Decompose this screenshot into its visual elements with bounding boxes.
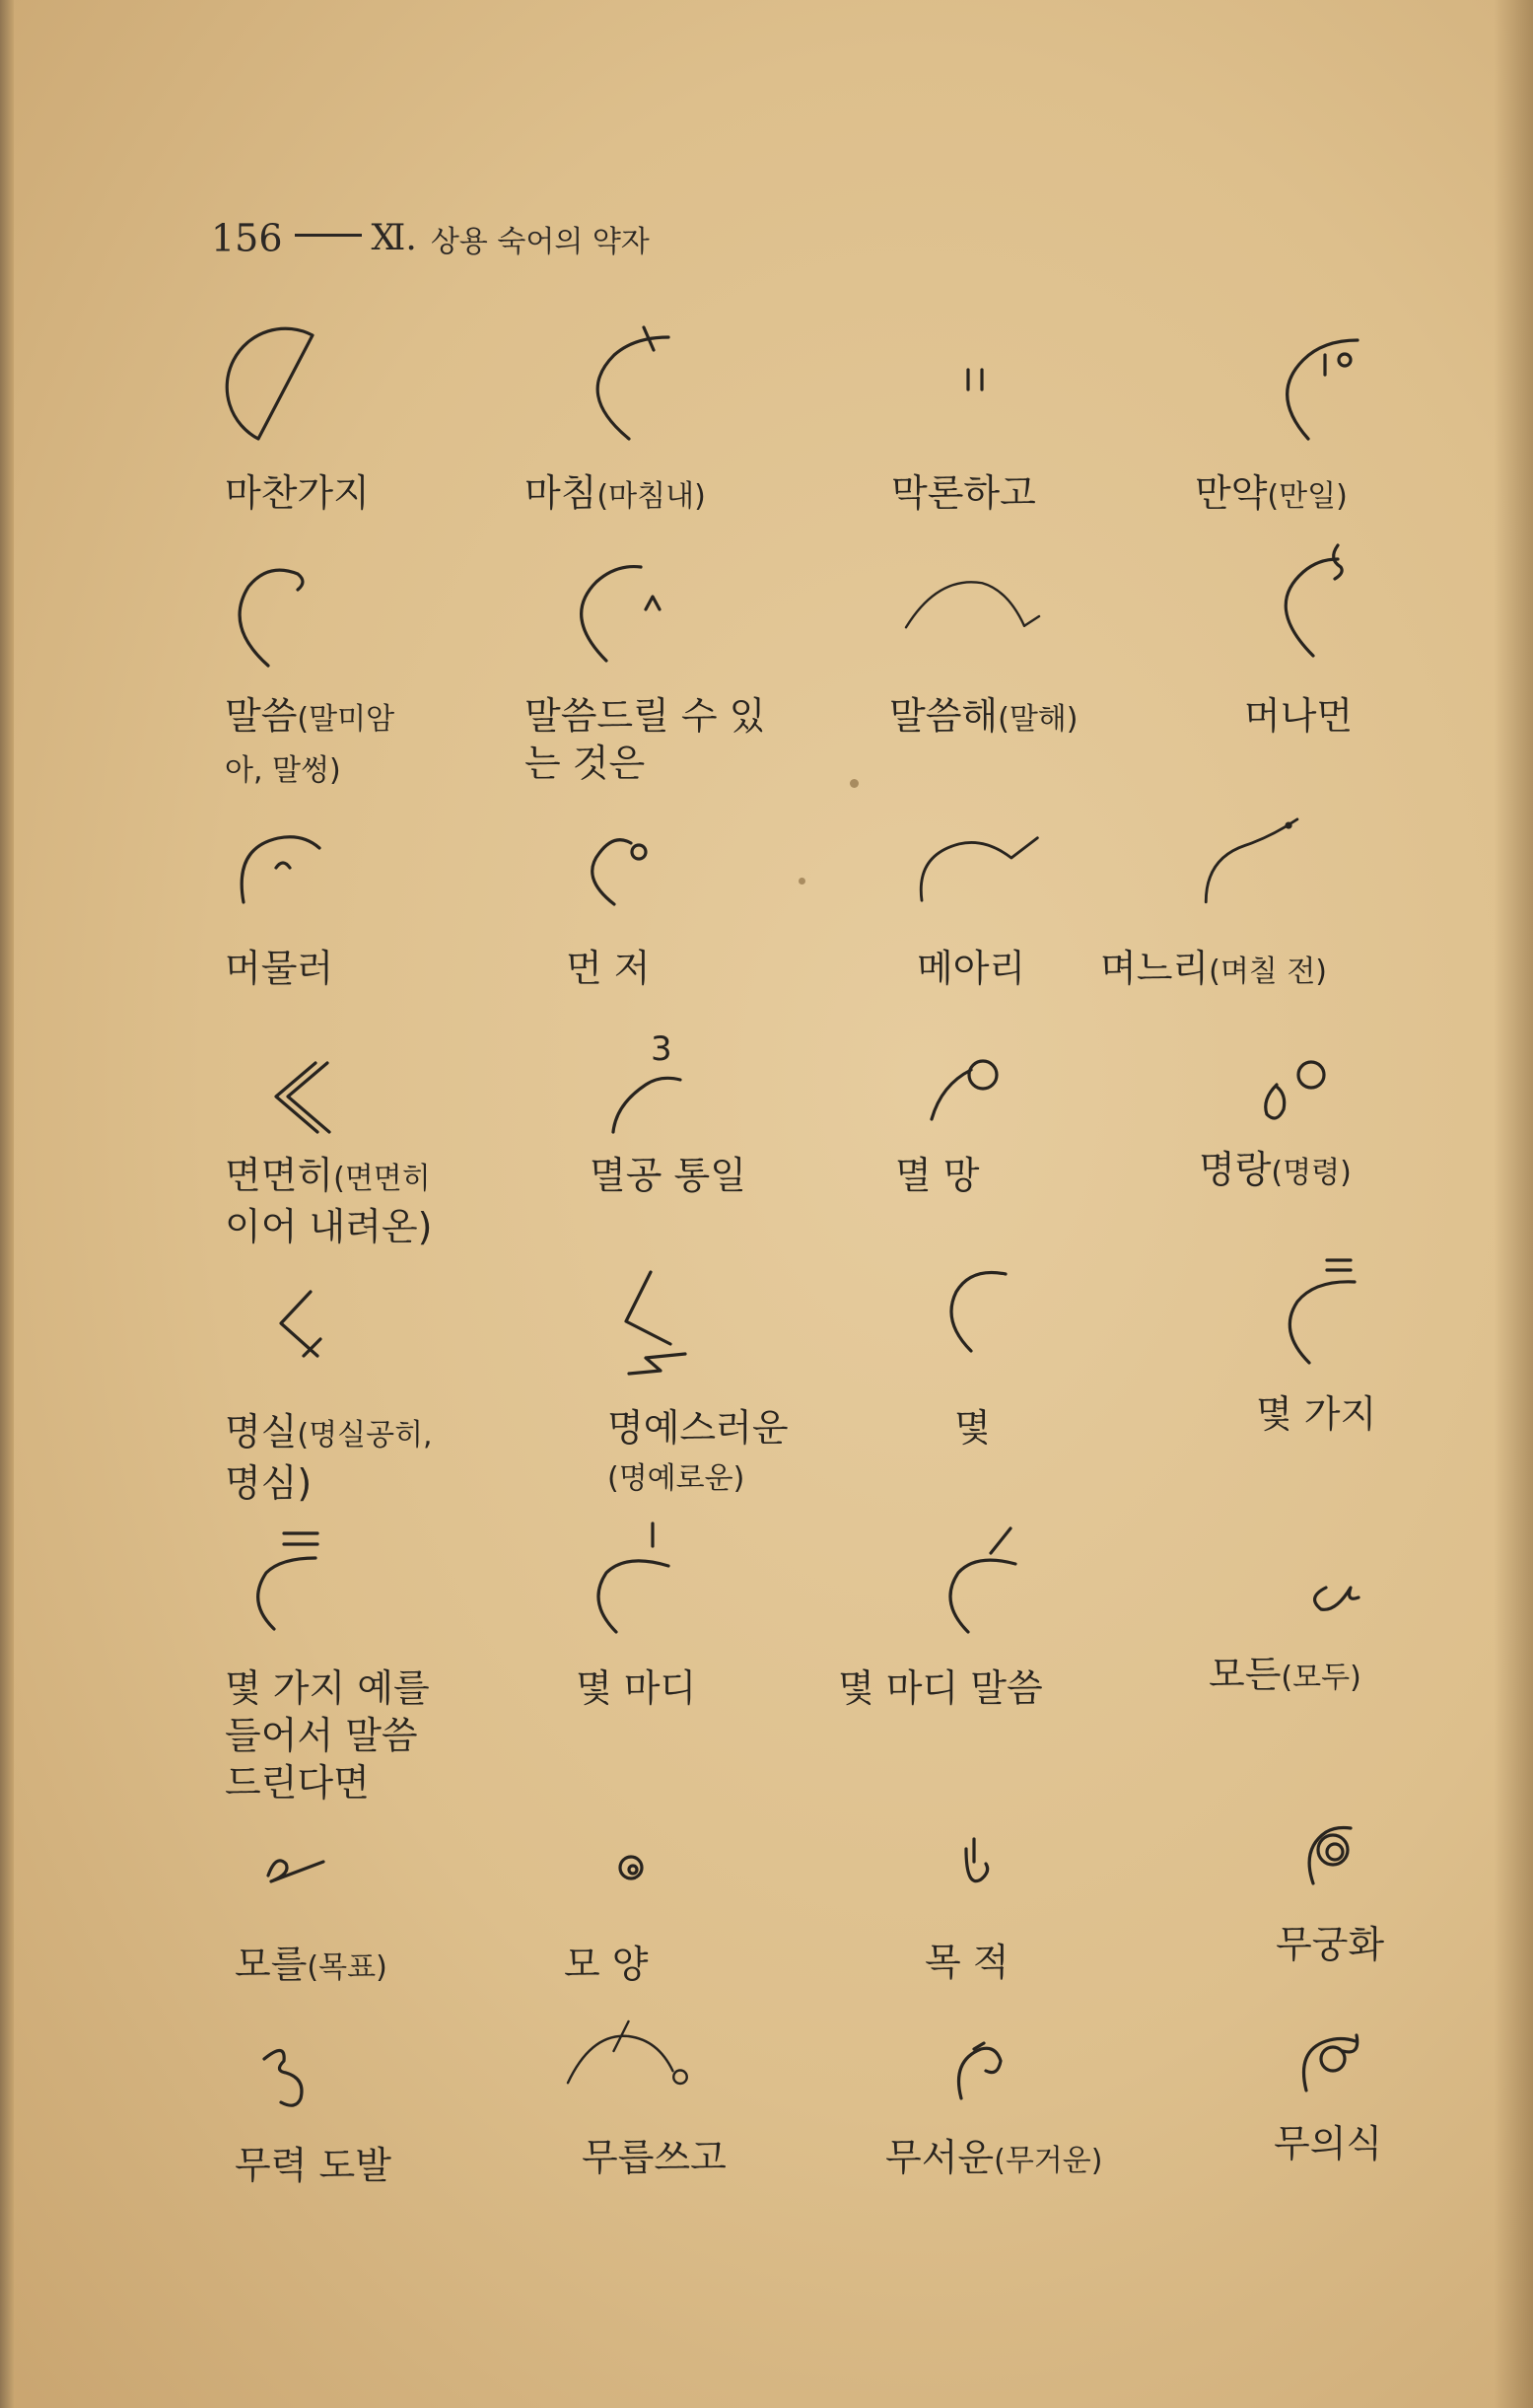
entry-label: 모 양 (564, 1943, 649, 1986)
chapter-title: 상용 숙어의 약자 (430, 224, 650, 259)
running-header (211, 213, 650, 262)
shorthand-symbol (562, 2002, 710, 2130)
shorthand-symbol (592, 1026, 739, 1154)
page-outer-edge-shadow (1494, 0, 1533, 2408)
entry-label: 멸 망 (895, 1154, 980, 1197)
entry-label: 무서운(무거운) (885, 2136, 1103, 2179)
shorthand-symbol (907, 809, 1055, 937)
entry-label: 메아리 (917, 947, 1026, 990)
entry-label: 무의식 (1274, 2122, 1383, 2165)
entry-label: 면면히(면면히 이어 내려온) (225, 1154, 433, 1248)
shorthand-symbol (570, 325, 718, 454)
shorthand-symbol (562, 552, 710, 680)
shorthand-symbol (907, 355, 1055, 483)
ink-speck (799, 878, 805, 885)
entry-label: 몇 가지 (1256, 1392, 1377, 1436)
shorthand-symbol (570, 809, 718, 937)
entry-label: 멸공 통일 (590, 1154, 746, 1197)
shorthand-symbol (1264, 325, 1412, 454)
entry-label: 몇 마디 말씀 (838, 1666, 1043, 1710)
page-binding-edge (0, 0, 14, 2408)
shorthand-symbol (1282, 1805, 1429, 1933)
shorthand-symbol (1193, 799, 1341, 927)
entry-label: 목 적 (925, 1941, 1010, 1984)
shorthand-symbol (246, 1272, 394, 1400)
entry-label: 몇 마디 (576, 1666, 697, 1710)
entry-label: 먼 저 (566, 947, 651, 990)
ink-speck (850, 779, 859, 788)
entry-label: 명예스러운 (명예로운) (607, 1406, 789, 1496)
entry-label: 머물러 (225, 947, 334, 990)
shorthand-symbol (601, 1267, 749, 1395)
shorthand-symbol (219, 325, 367, 454)
shorthand-symbol (219, 552, 367, 680)
entry-label: 명실(명실공히, 명심) (225, 1410, 433, 1505)
shorthand-symbol (946, 2021, 1094, 2150)
entry-label: 머나먼 (1244, 694, 1354, 738)
shorthand-symbol (227, 1519, 375, 1647)
shorthand-symbol (592, 1814, 739, 1943)
entry-label: 마찬가지 (225, 471, 370, 515)
shorthand-symbol (246, 2021, 394, 2150)
entry-label: 명랑(명령) (1199, 1148, 1352, 1191)
entry-label: 몇 (954, 1406, 991, 1450)
shorthand-symbol (927, 1252, 1075, 1381)
shorthand-symbol (1264, 537, 1412, 666)
shorthand-symbol (1232, 1026, 1380, 1154)
entry-label: 무궁화 (1276, 1923, 1385, 1966)
chapter-number: Ⅺ. (371, 218, 417, 258)
shorthand-symbol (907, 1026, 1055, 1154)
numeral-three-mark: 3 (651, 1029, 672, 1069)
entry-label: 모를(목표) (235, 1943, 387, 1986)
entry-label: 막론하고 (891, 471, 1036, 515)
entry-label: 만약(만일) (1195, 471, 1348, 515)
shorthand-symbol (246, 1814, 394, 1943)
entry-label: 무릅쓰고 (582, 2136, 727, 2179)
shorthand-symbol (937, 1814, 1084, 1943)
entry-label: 말씀드릴 수 있 는 것은 (524, 694, 766, 785)
shorthand-symbol (572, 1509, 720, 1637)
entry-label: 말씀(말미암 아, 말썽) (225, 694, 395, 788)
header-dash (295, 234, 362, 237)
entry-label: 마침(마침내) (524, 471, 706, 515)
entry-label: 몇 가지 예를 들어서 말씀 드린다면 (225, 1666, 430, 1805)
shorthand-symbol (1268, 1252, 1416, 1381)
entry-label: 모든(모두) (1209, 1653, 1361, 1696)
page-number: 156 (211, 216, 283, 260)
entry-label: 무력 도발 (235, 2144, 391, 2187)
entry-label: 말씀해(말해) (889, 694, 1079, 738)
shorthand-symbol (897, 552, 1045, 680)
shorthand-symbol (219, 809, 367, 937)
entry-label: 며느리(며칠 전) (1100, 947, 1328, 990)
shorthand-symbol (1282, 1538, 1429, 1666)
shorthand-symbol (917, 1509, 1065, 1637)
